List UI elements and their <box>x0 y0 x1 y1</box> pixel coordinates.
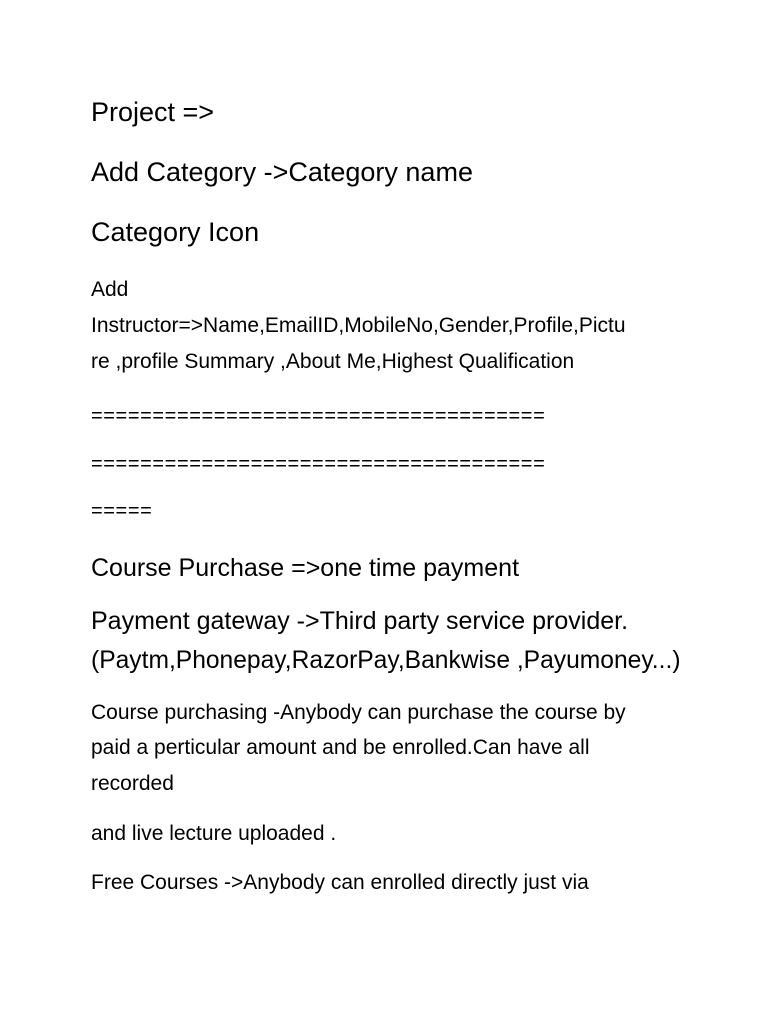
separator-line-3: ===== <box>91 500 153 522</box>
separator-line-1: ===================================== <box>91 405 546 427</box>
add-label: Add <box>91 278 129 301</box>
document-page <box>91 0 691 1024</box>
course-purchasing-line-2: paid a perticular amount and be enrolled.Can have all <box>91 736 590 759</box>
payment-gateway-line: Payment gateway ->Third party service provider. <box>91 607 629 635</box>
payment-providers-line: (Paytm,Phonepay,RazorPay,Bankwise ,Payumoney...) <box>91 647 681 674</box>
course-purchasing-line-1: Course purchasing -Anybody can purchase the course by <box>91 701 626 724</box>
course-purchasing-line-3: recorded <box>91 772 174 795</box>
instructor-fields-line-2: re ,profile Summary ,About Me,Highest Qualification <box>91 350 575 373</box>
add-category-line: Add Category ->Category name <box>91 157 473 187</box>
category-icon-line: Category Icon <box>91 217 260 247</box>
live-lecture-line: and live lecture uploaded . <box>91 822 337 845</box>
instructor-fields-line-1: Instructor=>Name,EmailID,MobileNo,Gender,Profile,Pictu <box>91 314 626 337</box>
project-heading: Project => <box>91 97 215 127</box>
separator-line-2: ===================================== <box>91 453 546 475</box>
course-purchase-line: Course Purchase =>one time payment <box>91 554 520 582</box>
free-courses-line: Free Courses ->Anybody can enrolled directly just via <box>91 871 589 894</box>
